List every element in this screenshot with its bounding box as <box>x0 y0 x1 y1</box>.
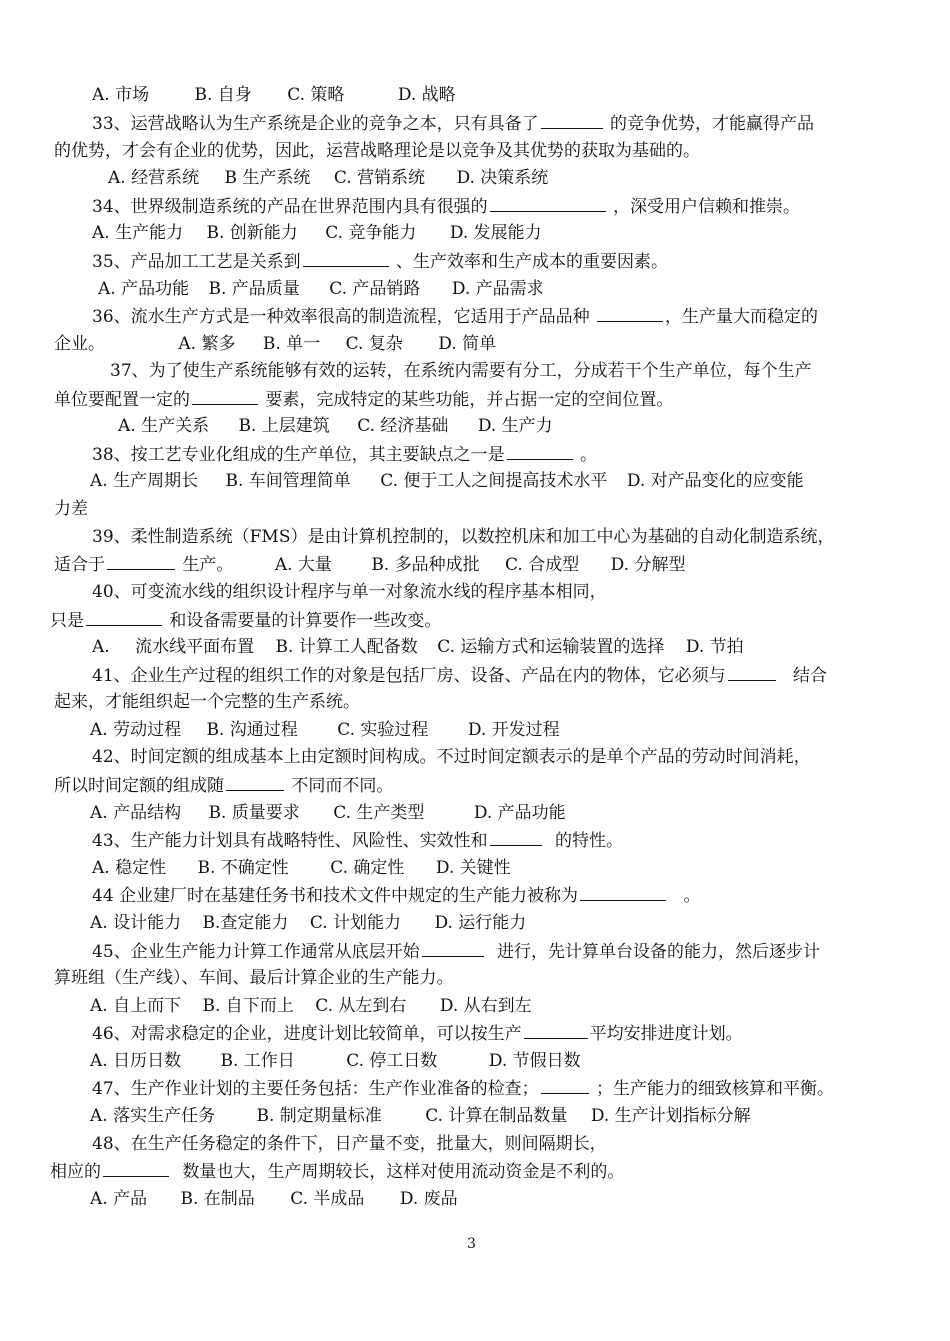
option-a: A. 日历日数 <box>90 1051 182 1071</box>
question-options <box>90 719 560 741</box>
question-stem <box>92 884 700 907</box>
question-stem <box>92 1133 607 1155</box>
option-c: C. 从左到右 <box>315 996 407 1016</box>
question-text: 41、企业生产过程的组织工作的对象是包括厂房、设备、产品在内的物体，它必须与 <box>92 666 726 686</box>
question-options <box>90 470 804 492</box>
question-text: 37、为了使生产系统能够有效的运转，在系统内需要有分工，分成若干个生产单位，每个生产 <box>110 361 812 381</box>
question-text: 平均安排进度计划。 <box>589 1024 743 1044</box>
question-text: 进行，先计算单台设备的能力，然后逐步计 <box>497 942 821 962</box>
option-b: B. 创新能力 <box>206 223 298 243</box>
question-stem <box>92 746 811 768</box>
question-stem <box>54 774 393 797</box>
question-options <box>90 912 526 934</box>
option-c: C. 停工日数 <box>346 1051 438 1071</box>
question-text: 所以时间定额的组成随 <box>54 776 224 796</box>
option-a-text: 流水线平面布置 <box>135 637 255 657</box>
option-a: A. 生产周期长 <box>90 471 199 491</box>
option-c: C. 策略 <box>287 85 345 105</box>
answer-blank <box>422 940 484 957</box>
answer-blank <box>524 1022 588 1039</box>
question-stem <box>92 664 827 687</box>
question-text: 数量也大，生产周期较长，这样对使用流动资金是不利的。 <box>182 1162 625 1182</box>
option-a: A. 落实生产任务 <box>90 1106 216 1126</box>
answer-blank <box>541 112 603 129</box>
question-options <box>90 1050 581 1072</box>
answer-blank <box>490 829 542 846</box>
option-d: D. 决策系统 <box>456 168 549 188</box>
answer-blank <box>86 609 162 626</box>
option-d: D. 废品 <box>399 1189 458 1209</box>
question-stem <box>92 1077 834 1100</box>
question-stem <box>50 609 441 632</box>
option-c: C. 竞争能力 <box>325 223 417 243</box>
question-text: 的竞争优势，才能赢得产品 <box>610 114 815 134</box>
question-text: 的特性。 <box>555 831 624 851</box>
option-d: D. 关键性 <box>435 858 511 878</box>
option-b: B. 计算工人配备数 <box>275 637 418 657</box>
option-d: D. 战略 <box>397 85 456 105</box>
option-a: A. 生产关系 <box>118 416 210 436</box>
question-text: 相应的 <box>50 1162 101 1182</box>
option-b: B. 上层建筑 <box>238 416 330 436</box>
answer-blank <box>192 388 258 405</box>
question-text: 单位要配置一定的 <box>54 390 190 410</box>
question-options <box>118 415 553 437</box>
question-stem <box>54 967 454 989</box>
option-b: B. 单一 <box>262 334 321 354</box>
question-text: 48、在生产任务稳定的条件下，日产量不变，批量大，则间隔期长， <box>92 1134 607 1154</box>
question-text: 。 <box>580 445 598 465</box>
option-c: C. 生产类型 <box>333 803 425 823</box>
answer-blank <box>507 443 573 460</box>
option-d: D. 运行能力 <box>434 913 527 933</box>
question-options <box>92 857 511 879</box>
option-c: C. 计划能力 <box>309 913 402 933</box>
question-text: 结合 <box>793 666 828 686</box>
option-c: C. 计算在制品数量 <box>425 1106 568 1126</box>
question-text: 36、流水生产方式是一种效率很高的制造流程，它适用于产品品种 <box>92 307 590 327</box>
question-stem <box>92 940 820 963</box>
question-stem <box>54 140 700 162</box>
option-b: B. 车间管理简单 <box>225 471 351 491</box>
question-options <box>92 636 744 658</box>
question-stem <box>92 829 623 852</box>
question-stem <box>92 443 597 466</box>
question-options <box>90 802 566 824</box>
question-stem <box>92 1022 743 1045</box>
option-b: B. 产品质量 <box>208 279 300 299</box>
option-c: C. 运输方式和运输装置的选择 <box>437 637 665 657</box>
question-stem <box>110 360 812 382</box>
question-stem <box>92 526 834 548</box>
question-text: 生产。 <box>182 555 234 575</box>
question-stem <box>54 388 673 411</box>
option-a: A. 稳定性 <box>92 858 167 878</box>
option-d: D. 生产计划指标分解 <box>590 1106 751 1126</box>
option-a: A. 产品结构 <box>90 803 182 823</box>
question-text: 只是 <box>50 611 84 631</box>
answer-blank <box>107 553 175 570</box>
question-text: 。 <box>683 886 701 906</box>
option-a: A. 生产能力 <box>92 223 184 243</box>
question-options <box>98 278 544 300</box>
question-options <box>92 222 542 244</box>
question-options <box>90 1105 751 1127</box>
question-text: 不同而不同。 <box>291 776 394 796</box>
option-d: D. 生产力 <box>477 416 553 436</box>
option-a: A. 产品功能 <box>98 279 190 299</box>
question-stem <box>92 195 800 218</box>
question-stem <box>92 581 607 603</box>
option-d: D. 节假日数 <box>488 1051 581 1071</box>
option-b: B. 不确定性 <box>197 858 289 878</box>
question-text: 的优势，才会有企业的优势，因此，运营战略理论是以竞争及其优势的获取为基础的。 <box>54 141 700 161</box>
question-stem <box>92 112 814 135</box>
option-c: C. 半成品 <box>290 1189 365 1209</box>
question-text: 43、生产能力计划具有战略特性、风险性、实效性和 <box>92 831 488 851</box>
question-text: ，深受用户信赖和推崇。 <box>613 197 801 217</box>
question-text: 起来，才能组织起一个完整的生产系统。 <box>54 692 360 712</box>
option-b: B 生产系统 <box>224 168 311 188</box>
option-b: B. 多品种成批 <box>371 555 480 575</box>
answer-blank <box>580 884 666 901</box>
answer-blank <box>541 1077 589 1094</box>
option-d: D. 开发过程 <box>467 720 560 740</box>
option-a: A. 产品 <box>90 1189 148 1209</box>
option-b: B.查定能力 <box>202 913 289 933</box>
option-d-continued: 力差 <box>54 499 88 519</box>
question-text: 企业。 <box>54 334 105 354</box>
question-text: 44 企业建厂时在基建任务书和技术文件中规定的生产能力被称为 <box>92 886 579 906</box>
question-text: 33、运营战略认为生产系统是企业的竞争之本，只有具备了 <box>92 114 539 134</box>
option-b: B. 自身 <box>194 85 252 105</box>
option-d: D. 对产品变化的应变能 <box>626 471 804 491</box>
option-a: A. 设计能力 <box>90 913 182 933</box>
option-c: C. 确定性 <box>330 858 405 878</box>
question-text: 46、对需求稳定的企业，进度计划比较简单，可以按生产 <box>92 1024 522 1044</box>
question-stem <box>92 250 668 273</box>
option-c: C. 便于工人之间提高技术水平 <box>380 471 608 491</box>
question-stem <box>54 691 360 713</box>
question-text: 45、企业生产能力计算工作通常从底层开始 <box>92 942 420 962</box>
option-b: B. 自下而上 <box>202 996 294 1016</box>
question-text: 38、按工艺专业化组成的生产单位，其主要缺点之一是 <box>92 445 505 465</box>
question-text: ，生产量大而稳定的 <box>665 307 819 327</box>
option-d: D. 产品功能 <box>473 803 566 823</box>
answer-blank <box>226 774 284 791</box>
page-number: 3 <box>467 1236 476 1252</box>
option-d: D. 产品需求 <box>451 279 544 299</box>
option-b: B. 制定期量标准 <box>256 1106 382 1126</box>
question-text: ；生产能力的细致核算和平衡。 <box>596 1079 835 1099</box>
answer-blank <box>490 195 606 212</box>
answer-blank <box>103 1160 169 1177</box>
question-stem <box>50 1160 624 1183</box>
option-c: C. 产品销路 <box>329 279 421 299</box>
question-options <box>92 84 456 106</box>
option-d: D. 节拍 <box>685 637 744 657</box>
question-options <box>90 1188 458 1210</box>
answer-blank <box>597 305 663 322</box>
question-text: 要素，完成特定的某些功能，并占据一定的空间位置。 <box>265 390 674 410</box>
question-text: 40、可变流水线的组织设计程序与单一对象流水线的程序基本相同， <box>92 582 607 602</box>
question-text: 和设备需要量的计算要作一些改变。 <box>169 611 442 631</box>
option-a: A. 大量 <box>274 555 332 575</box>
option-d: D. 分解型 <box>610 555 686 575</box>
option-a: A. 自上而下 <box>90 996 182 1016</box>
option-a: A. <box>92 637 110 657</box>
question-options <box>90 995 532 1017</box>
option-b: B. 沟通过程 <box>206 720 298 740</box>
option-d: D. 简单 <box>438 334 497 354</box>
question-options <box>108 167 548 189</box>
question-options <box>54 498 88 520</box>
question-text: 42、时间定额的组成基本上由定额时间构成。不过时间定额表示的是单个产品的劳动时间消耗， <box>92 747 811 767</box>
option-d: D. 发展能力 <box>449 223 542 243</box>
option-c: C. 实验过程 <box>337 720 429 740</box>
question-stem <box>54 553 686 576</box>
option-d: D. 从右到左 <box>439 996 532 1016</box>
question-text: 34、世界级制造系统的产品在世界范围内具有很强的 <box>92 197 488 217</box>
option-c: C. 经济基础 <box>357 416 449 436</box>
question-text: 35、产品加工工艺是关系到 <box>92 252 301 272</box>
question-text: 39、柔性制造系统（FMS）是由计算机控制的，以数控机床和加工中心为基础的自动化制造系统， <box>92 527 835 547</box>
option-c: C. 复杂 <box>345 334 403 354</box>
question-text: 算班组（生产线）、车间、最后计算企业的生产能力。 <box>54 968 454 988</box>
option-b: B. 在制品 <box>180 1189 255 1209</box>
answer-blank <box>728 664 776 681</box>
option-a: A. 市场 <box>92 85 150 105</box>
option-c: C. 合成型 <box>505 555 580 575</box>
option-c: C. 营销系统 <box>333 168 426 188</box>
question-options <box>54 333 496 355</box>
answer-blank <box>303 250 389 267</box>
question-text: 、生产效率和生产成本的重要因素。 <box>396 252 669 272</box>
question-text: 适合于 <box>54 555 105 575</box>
option-a: A. 经营系统 <box>108 168 200 188</box>
option-b: B. 工作日 <box>220 1051 295 1071</box>
option-a: A. 繁多 <box>178 334 236 354</box>
option-b: B. 质量要求 <box>208 803 300 823</box>
question-text: 47、生产作业计划的主要任务包括：生产作业准备的检查； <box>92 1079 539 1099</box>
option-a: A. 劳动过程 <box>90 720 182 740</box>
question-stem <box>92 305 818 328</box>
